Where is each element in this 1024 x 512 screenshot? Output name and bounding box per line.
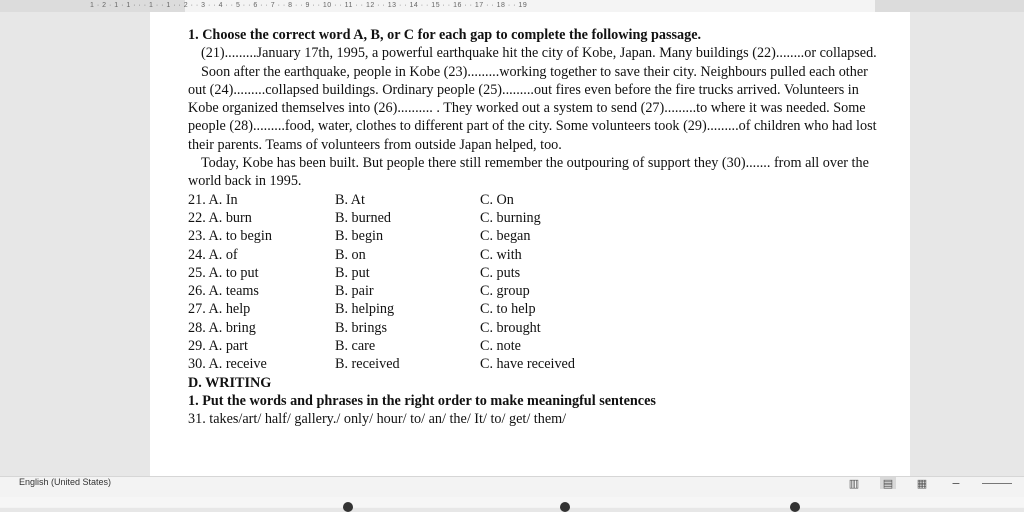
option-a: 23. A. to begin	[188, 228, 272, 245]
option-b: B. helping	[335, 301, 395, 318]
document-body[interactable]	[188, 26, 878, 429]
option-a: 28. A. bring	[188, 319, 256, 336]
read-mode-icon[interactable]: ▥	[848, 476, 860, 490]
option-b: B. put	[335, 264, 370, 281]
option-a: 22. A. burn	[188, 209, 252, 226]
option-row	[188, 319, 878, 337]
option-a: 29. A. part	[188, 338, 248, 355]
option-row	[188, 355, 878, 373]
option-a: 26. A. teams	[188, 283, 259, 300]
option-c: C. puts	[480, 264, 521, 281]
paragraph-1: (21).........January 17th, 1995, a powerful earthquake hit the city of Kobe, Japan. Many buildings (22)........or collapsed.	[201, 45, 877, 62]
option-c: C. group	[480, 283, 530, 300]
option-row	[188, 191, 878, 209]
options-list	[188, 191, 878, 374]
option-b: B. burned	[335, 209, 391, 226]
print-layout-icon[interactable]: ▤	[880, 477, 896, 489]
document-page[interactable]	[150, 12, 910, 476]
option-row	[188, 209, 878, 227]
bottom-overlay-bar	[0, 497, 1024, 507]
writing-item-31: 31. takes/art/ half/ gallery./ only/ hour/ to/ an/ the/ It/ to/ get/ them/	[188, 411, 567, 428]
section-d-heading: D. WRITING	[188, 374, 272, 391]
option-a: 27. A. help	[188, 301, 251, 318]
option-row	[188, 337, 878, 355]
option-row	[188, 300, 878, 318]
zoom-slider[interactable]	[982, 483, 1012, 484]
option-row	[188, 227, 878, 245]
zoom-minus-icon[interactable]: −	[951, 476, 961, 490]
paragraph-3: Today, Kobe has been built. But people there still remember the outpouring of support they (30)....... from all over the world back in 1995.	[188, 155, 869, 190]
horizontal-ruler[interactable]	[0, 0, 1024, 12]
option-c: C. note	[480, 338, 521, 355]
option-a: 21. A. In	[188, 191, 238, 208]
option-c: C. burning	[480, 209, 541, 226]
overlay-dot-icon	[790, 502, 800, 512]
view-controls	[846, 477, 1012, 489]
web-layout-icon[interactable]: ▦	[916, 476, 928, 490]
option-a: 24. A. of	[188, 246, 238, 263]
option-row	[188, 282, 878, 300]
paragraph-2: Soon after the earthquake, people in Kobe (23).........working together to save their city. Neighbours pulled each other out (24).........collapsed buildings. Ordinary people (25).........out fires even before the fire trucks arrived. Volunteers in Kobe organized themselves into (26).......... . They worked out a system to send (27).........to where it was needed. Some people (28).........food, water, clothes to different part of the city. Some volunteers took (29).........of children who had lost their parents. Teams of volunteers from outside Japan helped, too.	[188, 63, 877, 153]
option-b: B. on	[335, 246, 366, 263]
ruler-marks: 1 · 2 · 1 · 1 · · · 1 · · 1 · · 2 · · 3 · · 4 · · 5 · · 6 · · 7 · · 8 · · 9 · · 10 · · 11 · · 12 · · 13 · · 14 · · 15 · · 16 · · 17 · · 18 · · 19	[90, 2, 528, 9]
language-indicator[interactable]: English (United States)	[19, 477, 112, 487]
option-c: C. to help	[480, 301, 536, 318]
option-c: C. began	[480, 228, 531, 245]
option-a: 30. A. receive	[188, 356, 267, 373]
option-b: B. care	[335, 338, 376, 355]
option-c: C. have received	[480, 356, 575, 373]
option-b: B. pair	[335, 283, 374, 300]
option-c: C. with	[480, 246, 522, 263]
option-a: 25. A. to put	[188, 264, 259, 281]
option-b: B. At	[335, 191, 365, 208]
writing-task-heading: 1. Put the words and phrases in the right order to make meaningful sentences	[188, 392, 656, 409]
overlay-dot-icon	[560, 502, 570, 512]
option-c: C. On	[480, 191, 514, 208]
option-b: B. begin	[335, 228, 384, 245]
option-b: B. received	[335, 356, 400, 373]
option-row	[188, 264, 878, 282]
overlay-dot-icon	[343, 502, 353, 512]
exercise-heading: 1. Choose the correct word A, B, or C for each gap to complete the following passage.	[188, 27, 702, 43]
option-c: C. brought	[480, 319, 541, 336]
option-row	[188, 246, 878, 264]
option-b: B. brings	[335, 319, 388, 336]
